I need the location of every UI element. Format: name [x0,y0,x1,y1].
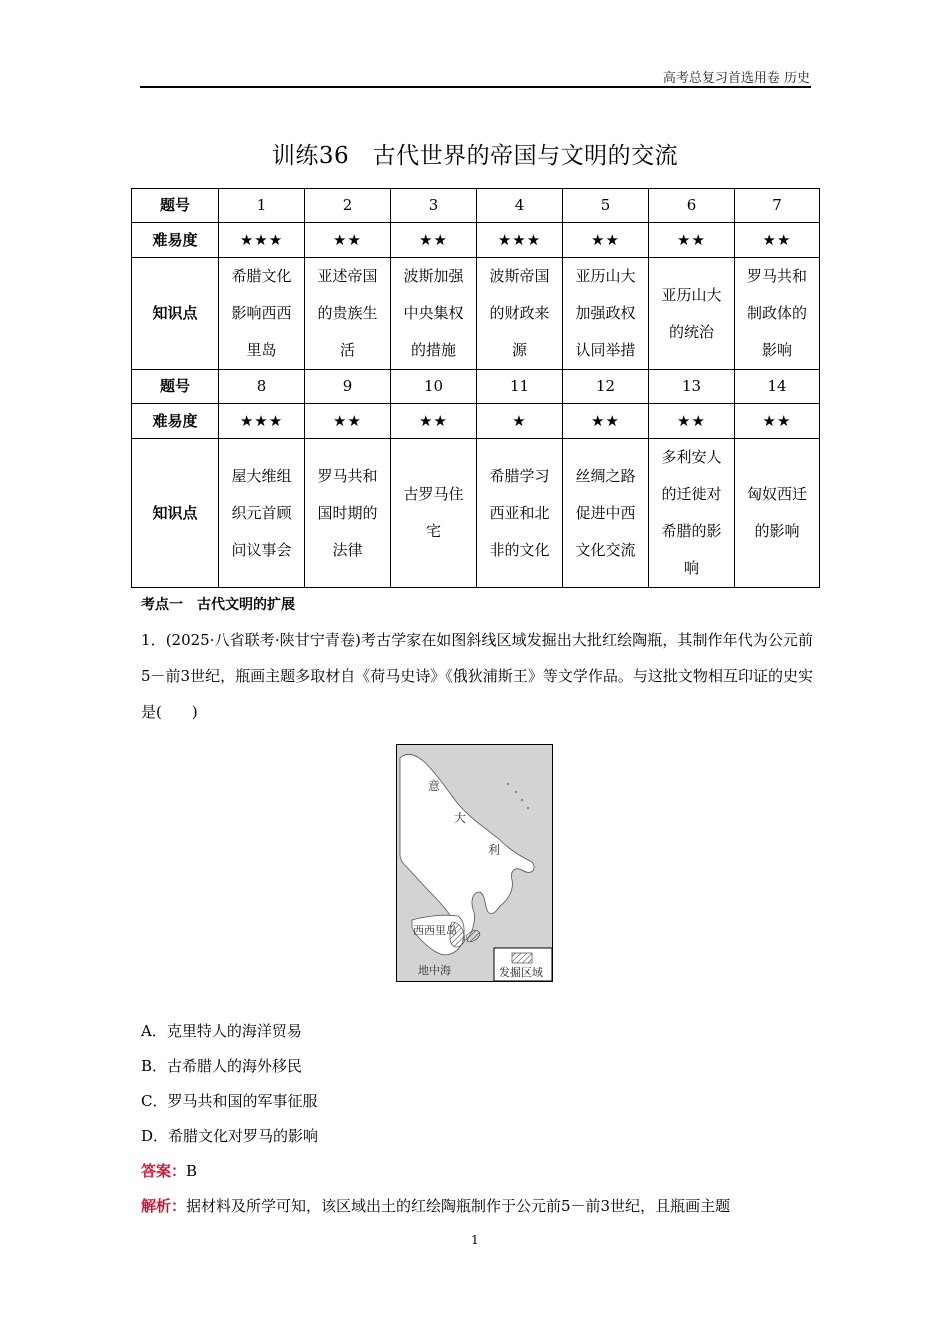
map-label-li: 利 [488,843,501,857]
difficulty-stars: ★★★ [219,223,305,258]
table-row [132,404,820,439]
question-number-cell: 4 [477,189,563,223]
knowledge-cell: 多利安人 的迁徙对 希腊的影 响 [649,439,735,588]
knowledge-cell: 匈奴西迁 的影响 [735,439,820,588]
question-number: 1． [141,631,166,649]
question-number-cell: 13 [649,370,735,404]
analysis-line [141,1195,813,1216]
analysis-text: 据材料及所学可知，该区域出土的红绘陶瓶制作于公元前5－前3世纪，且瓶画主题 [186,1197,731,1215]
table-label: 题号 [132,370,219,404]
difficulty-stars: ★★ [735,404,820,439]
knowledge-cell: 丝绸之路 促进中西 文化交流 [563,439,649,588]
page-number: 1 [471,1233,479,1247]
question-number-cell: 3 [391,189,477,223]
difficulty-stars: ★★ [649,404,735,439]
analysis-label: 解析： [141,1197,187,1215]
difficulty-stars: ★★ [735,223,820,258]
question-number-cell: 10 [391,370,477,404]
table-label: 知识点 [132,258,219,370]
italy-map [396,744,553,982]
header-rule [140,86,811,88]
difficulty-stars: ★★★ [219,404,305,439]
question-text: 考古学家在如图斜线区域发掘出大批红绘陶瓶，其制作年代为公元前5－前3世纪，瓶画主题多取材自《荷马史诗》《俄狄浦斯王》等文学作品。与这批文物相互印证的史实是( ) [141,631,813,721]
knowledge-cell: 波斯加强 中央集权 的措施 [391,258,477,370]
knowledge-cell: 希腊文化 影响西西 里岛 [219,258,305,370]
option-d: D．希腊文化对罗马的影响 [141,1127,319,1145]
legend-swatch [512,953,532,963]
question-number-cell: 14 [735,370,820,404]
table-row [132,439,820,588]
difficulty-stars: ★★ [305,223,391,258]
table-row [132,189,820,223]
section-heading: 考点一 古代文明的扩展 [141,597,295,613]
difficulty-stars: ★★ [305,404,391,439]
knowledge-cell: 屋大维组 织元首顾 问议事会 [219,439,305,588]
answer-label: 答案： [141,1162,187,1180]
answer-line [141,1160,197,1181]
difficulty-stars: ★★★ [477,223,563,258]
question-number-cell: 6 [649,189,735,223]
knowledge-cell: 亚历山大 加强政权 认同举措 [563,258,649,370]
page-title: 训练36 古代世界的帝国与文明的交流 [271,143,679,169]
difficulty-stars: ★★ [649,223,735,258]
difficulty-stars: ★ [477,404,563,439]
question-number-cell: 8 [219,370,305,404]
table-row [132,370,820,404]
difficulty-stars: ★★ [391,223,477,258]
question-number-cell: 2 [305,189,391,223]
knowledge-cell: 古罗马住 宅 [391,439,477,588]
question-source: (2025·八省联考·陕甘宁青卷) [165,631,361,649]
knowledge-cell: 亚述帝国 的贵族生 活 [305,258,391,370]
question-number-cell: 5 [563,189,649,223]
legend-label: 发掘区域 [499,966,543,979]
option-b: B．古希腊人的海外移民 [141,1057,303,1075]
table-row [132,258,820,370]
knowledge-cell: 波斯帝国 的财政来 源 [477,258,563,370]
difficulty-table [131,188,820,588]
knowledge-cell: 亚历山大 的统治 [649,258,735,370]
knowledge-cell: 希腊学习 西亚和北 非的文化 [477,439,563,588]
knowledge-cell: 罗马共和 国时期的 法律 [305,439,391,588]
question-number-cell: 11 [477,370,563,404]
knowledge-cell: 罗马共和 制政体的 影响 [735,258,820,370]
question-1 [141,622,813,730]
question-number-cell: 1 [219,189,305,223]
map-label-da: 大 [454,811,467,825]
table-label: 难易度 [132,223,219,258]
question-number-cell: 12 [563,370,649,404]
table-row [132,223,820,258]
option-a: A．克里特人的海洋贸易 [141,1022,302,1040]
table-label: 知识点 [132,439,219,588]
map-label-sea: 地中海 [418,964,451,977]
table-label: 难易度 [132,404,219,439]
question-number-cell: 9 [305,370,391,404]
question-number-cell: 7 [735,189,820,223]
running-header: 高考总复习首选用卷 历史 [662,71,810,86]
map-label-yi: 意 [428,779,441,793]
map-label-sicily: 西西里岛 [413,924,457,937]
difficulty-stars: ★★ [391,404,477,439]
difficulty-stars: ★★ [563,404,649,439]
option-c: C．罗马共和国的军事征服 [141,1092,318,1110]
answer-value: B [186,1162,198,1180]
table-label: 题号 [132,189,219,223]
difficulty-stars: ★★ [563,223,649,258]
